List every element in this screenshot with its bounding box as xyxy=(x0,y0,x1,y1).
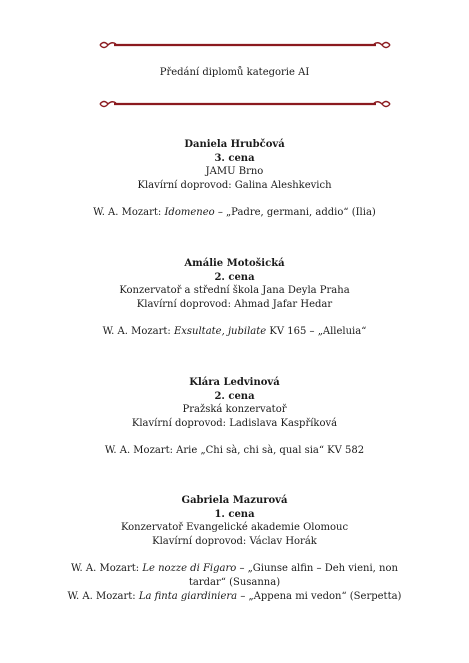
school-name: Konzervatoř Evangelické akademie Olomouc xyxy=(120,522,349,533)
laureate-block xyxy=(0,494,469,604)
repertoire-item: W. A. Mozart: La finta giardiniera – „Appena mi vedon“ (Serpetta) xyxy=(67,591,402,602)
laureate-block xyxy=(0,376,469,458)
heading-ornament-divider xyxy=(98,97,392,111)
laureate-block xyxy=(0,257,469,339)
award-label: 2. cena xyxy=(214,390,255,402)
laureate-name: Amálie Motošická xyxy=(184,258,285,269)
school-name: JAMU Brno xyxy=(205,166,264,177)
award-label: 1. cena xyxy=(214,508,255,520)
laureate-name: Gabriela Mazurová xyxy=(181,495,288,506)
laureate-name: Daniela Hrubčová xyxy=(184,139,285,150)
award-label: 3. cena xyxy=(214,152,255,164)
laureate-block xyxy=(0,138,469,220)
school-name: Konzervatoř a střední škola Jana Deyla Praha xyxy=(119,285,350,296)
page-heading: Předání diplomů kategorie AI xyxy=(159,67,310,78)
repertoire-item: W. A. Mozart: Idomeneo – „Padre, germani, addio“ (Ilia) xyxy=(93,207,376,218)
award-label: 2. cena xyxy=(214,271,255,283)
repertoire-item: W. A. Mozart: Arie „Chi sà, chi sà, qual sia“ KV 582 xyxy=(104,445,365,456)
accompanist-line: Klavírní doprovod: Václav Horák xyxy=(152,535,317,547)
repertoire-item: W. A. Mozart: Le nozze di Figaro – „Giunse alfin – Deh vieni, non xyxy=(71,563,398,574)
repertoire-item: W. A. Mozart: Exsultate, jubilate KV 165 – „Alleluia“ xyxy=(102,326,367,337)
laureate-name: Klára Ledvinová xyxy=(189,377,280,388)
school-name: Pražská konzervatoř xyxy=(182,404,287,415)
accompanist-line: Klavírní doprovod: Ahmad Jafar Hedar xyxy=(136,298,333,310)
accompanist-line: Klavírní doprovod: Ladislava Kaspříková xyxy=(131,417,338,429)
top-ornament-divider xyxy=(98,38,392,52)
accompanist-line: Klavírní doprovod: Galina Aleshkevich xyxy=(137,179,332,191)
repertoire-item-continuation: tardar“ (Susanna) xyxy=(188,577,281,588)
